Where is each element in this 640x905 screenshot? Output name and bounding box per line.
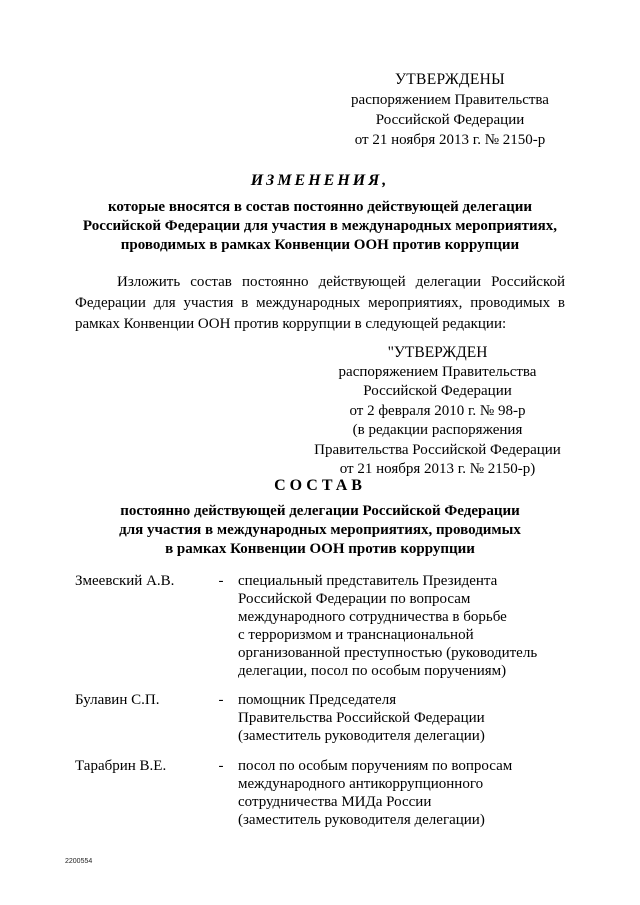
approval2-line: от 2 февраля 2010 г. № 98-р xyxy=(349,402,526,419)
approval2-line: (в редакции распоряжения xyxy=(352,422,523,438)
member-role xyxy=(238,572,575,680)
approval-line: от 21 ноября 2013 г. № 2150-р xyxy=(354,132,546,148)
approval2-block xyxy=(300,343,575,480)
role-line: помощник Председателя xyxy=(238,692,397,708)
member-role xyxy=(238,691,575,745)
subtitle-line: для участия в международных мероприятиях, проводимых xyxy=(119,522,521,538)
subtitle-line: Российской Федерации для участия в международных мероприятиях, xyxy=(82,218,558,234)
subtitle-line: которые вносятся в состав постоянно действующей делегации xyxy=(107,199,533,215)
role-line: Российской Федерации по вопросам xyxy=(238,591,471,607)
role-line: Правительства Российской Федерации xyxy=(238,710,485,726)
member-role xyxy=(238,757,575,829)
intro-paragraph: Изложить состав постоянно действующей делегации Российской Федерации для участия в международных мероприятиях, проводимых в рамках Конвенции ООН против коррупции в следующей редакции: xyxy=(75,274,565,332)
approval2-line: Российской Федерации xyxy=(363,383,512,399)
changes-title: ИЗМЕНЕНИЯ, xyxy=(250,172,390,189)
role-line: специальный представитель Президента xyxy=(238,573,498,589)
composition-title: СОСТАВ xyxy=(274,477,366,494)
role-line: посол по особым поручениям по вопросам xyxy=(238,758,513,774)
member-dash: - xyxy=(218,573,224,589)
composition-subtitle xyxy=(80,502,560,559)
changes-subtitle xyxy=(60,198,580,255)
role-line: делегации, посол по особым поручениям) xyxy=(238,663,507,679)
role-line: международного сотрудничества в борьбе xyxy=(238,609,507,625)
role-line: с терроризмом и транснациональной xyxy=(238,627,474,643)
role-line: (заместитель руководителя делегации) xyxy=(238,728,485,744)
member-dash: - xyxy=(218,758,224,774)
role-line: международного антикоррупционного xyxy=(238,776,484,792)
approval2-line: распоряжением Правительства xyxy=(338,363,537,380)
role-line: (заместитель руководителя делегации) xyxy=(238,812,485,828)
member-name: Тарабрин В.Е. xyxy=(75,758,167,774)
member-name: Змеевский А.В. xyxy=(75,573,175,589)
approval-heading: УТВЕРЖДЕНЫ xyxy=(395,71,505,88)
subtitle-line: проводимых в рамках Конвенции ООН против коррупции xyxy=(120,237,520,253)
subtitle-line: в рамках Конвенции ООН против коррупции xyxy=(165,541,475,557)
role-line: организованной преступностью (руководитель xyxy=(238,645,538,661)
member-dash: - xyxy=(218,692,224,708)
approval-block xyxy=(330,70,570,150)
approval-line: Российской Федерации xyxy=(375,112,525,128)
approval-line: распоряжением Правительства xyxy=(351,92,549,108)
role-line: сотрудничества МИДа России xyxy=(238,794,432,810)
approval2-line: от 21 ноября 2013 г. № 2150-р) xyxy=(339,461,536,477)
subtitle-line: постоянно действующей делегации Российской Федерации xyxy=(120,503,520,519)
approval2-line: Правительства Российской Федерации xyxy=(314,441,561,458)
document-code: 2200554 xyxy=(65,858,93,865)
approval2-heading: "УТВЕРЖДЕН xyxy=(387,344,488,361)
member-name: Булавин С.П. xyxy=(75,692,160,708)
